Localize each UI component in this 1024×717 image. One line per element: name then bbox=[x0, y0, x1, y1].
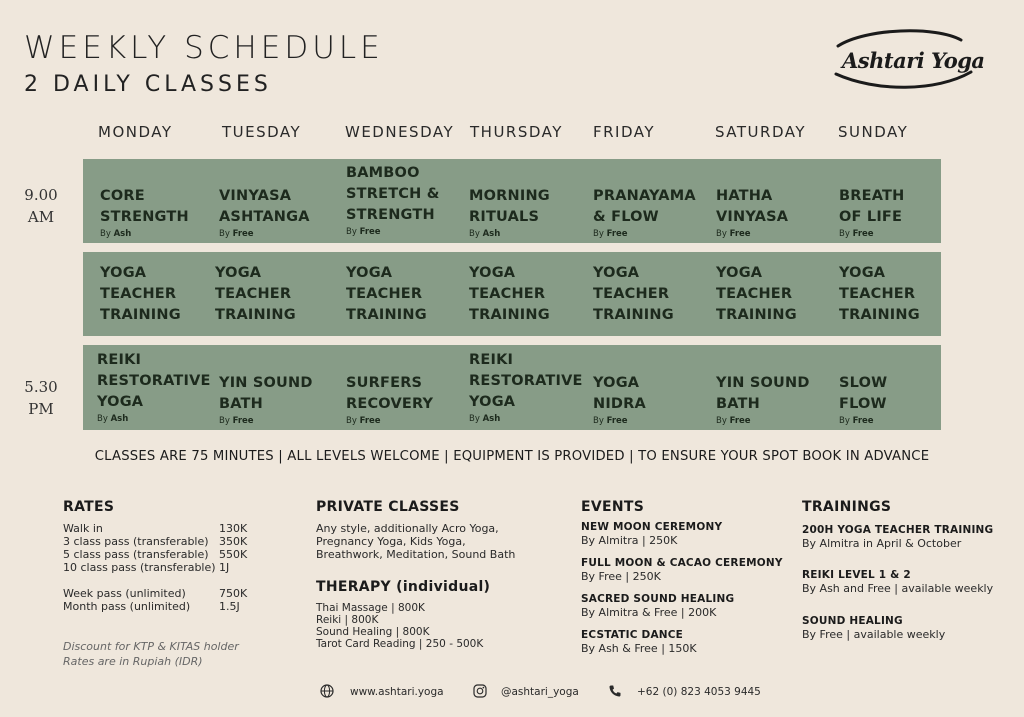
rate-label: 5 class pass (transferable) bbox=[63, 548, 209, 561]
class-name-line: YOGA bbox=[100, 264, 147, 281]
teacher-prefix: By bbox=[593, 416, 604, 426]
teacher-prefix: By bbox=[839, 229, 850, 239]
class-teacher bbox=[346, 416, 466, 426]
teacher-prefix: By bbox=[346, 416, 357, 426]
class-name-line: FLOW bbox=[839, 396, 887, 412]
rate-price: 750K bbox=[219, 587, 248, 600]
event-detail: By Ash & Free | 150K bbox=[581, 642, 697, 655]
day-friday: FRIDAY bbox=[593, 123, 656, 141]
evening-class-wednesday bbox=[346, 373, 466, 426]
teacher-name: Free bbox=[359, 416, 381, 426]
class-name-line: PRANAYAMA bbox=[593, 188, 696, 204]
teacher-name: Free bbox=[359, 227, 381, 237]
class-name-line: TRAINING bbox=[346, 306, 427, 323]
class-name-line: STRENGTH bbox=[346, 207, 435, 223]
class-name bbox=[716, 186, 836, 228]
rates-note bbox=[63, 639, 239, 669]
class-name-line: TRAINING bbox=[716, 306, 797, 323]
morning-class-monday bbox=[100, 186, 220, 239]
class-name bbox=[593, 263, 713, 326]
training-class-friday bbox=[593, 263, 713, 326]
class-teacher bbox=[469, 414, 589, 424]
evening-class-thursday bbox=[469, 350, 589, 424]
training-item bbox=[802, 524, 993, 550]
class-name bbox=[839, 373, 959, 415]
discount-note: Discount for KTP & KITAS holder bbox=[63, 640, 239, 653]
training-class-wednesday bbox=[346, 263, 466, 326]
time-morning-hour: 9.00 bbox=[24, 186, 58, 204]
event-title: FULL MOON & CACAO CEREMONY bbox=[581, 557, 783, 569]
teacher-name: Free bbox=[606, 416, 628, 426]
training-class-sunday bbox=[839, 263, 959, 326]
class-teacher bbox=[219, 229, 339, 239]
phone-number[interactable]: +62 (0) 823 4053 9445 bbox=[637, 686, 761, 698]
class-name-line: BAMBOO bbox=[346, 165, 420, 181]
therapy-item: Sound Healing | 800K bbox=[316, 626, 430, 638]
therapy-list bbox=[316, 602, 483, 650]
teacher-prefix: By bbox=[839, 416, 850, 426]
class-name-line: BREATH bbox=[839, 188, 905, 204]
morning-class-wednesday bbox=[346, 163, 466, 237]
class-name-line: TEACHER bbox=[469, 285, 546, 302]
class-name-line: STRENGTH bbox=[100, 209, 189, 225]
class-name bbox=[469, 350, 589, 413]
class-name bbox=[593, 186, 713, 228]
morning-class-tuesday bbox=[219, 186, 339, 239]
class-name bbox=[219, 186, 339, 228]
page-title: WEEKLY SCHEDULE bbox=[24, 30, 384, 66]
day-saturday: SATURDAY bbox=[715, 123, 807, 141]
class-name bbox=[839, 263, 959, 326]
day-wednesday: WEDNESDAY bbox=[345, 123, 455, 141]
teacher-name: Free bbox=[606, 229, 628, 239]
class-name-line: REIKI bbox=[97, 352, 142, 368]
class-name-line: TRAINING bbox=[100, 306, 181, 323]
class-name-line: SLOW bbox=[839, 375, 888, 391]
evening-class-tuesday bbox=[219, 373, 339, 426]
day-sunday: SUNDAY bbox=[838, 123, 909, 141]
time-evening-ampm: PM bbox=[28, 400, 54, 418]
training-title: REIKI LEVEL 1 & 2 bbox=[802, 569, 911, 581]
rate-price: 1J bbox=[219, 561, 230, 574]
rate-label: Month pass (unlimited) bbox=[63, 600, 191, 613]
private-line: Any style, additionally Acro Yoga, bbox=[316, 522, 499, 535]
teacher-name: Free bbox=[852, 416, 874, 426]
teacher-prefix: By bbox=[219, 229, 230, 239]
training-class-monday bbox=[100, 263, 220, 326]
event-title: SACRED SOUND HEALING bbox=[581, 593, 735, 605]
rate-label: Week pass (unlimited) bbox=[63, 587, 186, 600]
training-item bbox=[802, 615, 945, 641]
class-name-line: VINYASA bbox=[219, 188, 292, 204]
therapy-item: Tarot Card Reading | 250 - 500K bbox=[316, 638, 484, 650]
class-name-line: TEACHER bbox=[716, 285, 793, 302]
class-name-line: TEACHER bbox=[593, 285, 670, 302]
therapy-item: Thai Massage | 800K bbox=[316, 602, 425, 614]
teacher-name: Free bbox=[729, 229, 751, 239]
training-detail: By Free | available weekly bbox=[802, 628, 946, 641]
class-name-line: TRAINING bbox=[215, 306, 296, 323]
teacher-name: Free bbox=[729, 416, 751, 426]
class-name bbox=[346, 373, 466, 415]
teacher-prefix: By bbox=[469, 229, 480, 239]
teacher-prefix: By bbox=[100, 229, 111, 239]
private-line: Pregnancy Yoga, Kids Yoga, bbox=[316, 535, 466, 548]
notice-line: CLASSES ARE 75 MINUTES | ALL LEVELS WELCOME | EQUIPMENT IS PROVIDED | TO ENSURE YOUR SPOT BOOK IN ADVANCE bbox=[94, 449, 930, 464]
class-teacher bbox=[97, 414, 217, 424]
class-name bbox=[469, 263, 589, 326]
rate-price: 1.5J bbox=[219, 600, 240, 613]
class-teacher bbox=[716, 229, 836, 239]
teacher-prefix: By bbox=[469, 414, 480, 424]
class-name-line: YIN SOUND bbox=[219, 375, 313, 391]
evening-class-saturday bbox=[716, 373, 836, 426]
class-name-line: ASHTANGA bbox=[219, 209, 310, 225]
globe-icon bbox=[320, 684, 334, 698]
class-name-line: VINYASA bbox=[716, 209, 789, 225]
training-detail: By Almitra in April & October bbox=[802, 537, 962, 550]
class-name bbox=[219, 373, 339, 415]
time-evening-hour: 5.30 bbox=[24, 378, 58, 396]
events-heading: EVENTS bbox=[581, 499, 645, 515]
class-name-line: YOGA bbox=[469, 264, 516, 281]
class-name bbox=[100, 263, 220, 326]
class-teacher bbox=[839, 229, 959, 239]
event-item bbox=[581, 521, 722, 547]
evening-class-friday bbox=[593, 373, 713, 426]
rate-label: 3 class pass (transferable) bbox=[63, 535, 209, 548]
class-name bbox=[593, 373, 713, 415]
training-class-saturday bbox=[716, 263, 836, 326]
therapy-heading: THERAPY (individual) bbox=[316, 579, 491, 595]
class-name-line: NIDRA bbox=[593, 396, 646, 412]
teacher-prefix: By bbox=[219, 416, 230, 426]
event-detail: By Almitra & Free | 200K bbox=[581, 606, 717, 619]
class-name bbox=[716, 263, 836, 326]
event-item bbox=[581, 593, 734, 619]
day-thursday: THURSDAY bbox=[470, 123, 563, 141]
event-item bbox=[581, 557, 783, 583]
class-name-line: YOGA bbox=[346, 264, 393, 281]
class-name-line: SURFERS bbox=[346, 375, 423, 391]
class-name-line: HATHA bbox=[716, 188, 773, 204]
instagram-icon bbox=[473, 684, 487, 698]
class-teacher bbox=[100, 229, 220, 239]
event-detail: By Free | 250K bbox=[581, 570, 661, 583]
class-name-line: CORE bbox=[100, 188, 145, 204]
morning-class-sunday bbox=[839, 186, 959, 239]
rate-label: 10 class pass (transferable) bbox=[63, 561, 216, 574]
evening-class-sunday bbox=[839, 373, 959, 426]
class-name-line: YOGA bbox=[839, 264, 886, 281]
class-name-line: RITUALS bbox=[469, 209, 540, 225]
teacher-name: Free bbox=[852, 229, 874, 239]
event-detail: By Almitra | 250K bbox=[581, 534, 678, 547]
class-name bbox=[716, 373, 836, 415]
teacher-prefix: By bbox=[716, 229, 727, 239]
class-name-line: YOGA bbox=[593, 375, 640, 391]
event-item bbox=[581, 629, 697, 655]
class-teacher bbox=[716, 416, 836, 426]
teacher-name: Ash bbox=[113, 229, 132, 239]
morning-class-thursday bbox=[469, 186, 589, 239]
class-teacher bbox=[346, 227, 466, 237]
class-teacher bbox=[593, 229, 713, 239]
class-name-line: RECOVERY bbox=[346, 396, 434, 412]
training-detail: By Ash and Free | available weekly bbox=[802, 582, 994, 595]
teacher-name: Ash bbox=[482, 229, 501, 239]
phone-icon bbox=[608, 684, 622, 698]
class-name-line: TRAINING bbox=[593, 306, 674, 323]
private-heading: PRIVATE CLASSES bbox=[316, 499, 460, 515]
class-name-line: YOGA bbox=[593, 264, 640, 281]
evening-class-monday bbox=[97, 350, 217, 424]
class-name-line: BATH bbox=[219, 396, 263, 412]
teacher-name: Ash bbox=[482, 414, 501, 424]
class-name-line: TEACHER bbox=[100, 285, 177, 302]
class-name-line: TRAINING bbox=[839, 306, 920, 323]
class-name-line: YOGA bbox=[97, 394, 144, 410]
class-name-line: YOGA bbox=[716, 264, 763, 281]
class-name bbox=[215, 263, 335, 326]
rate-label: Walk in bbox=[63, 522, 103, 535]
class-teacher bbox=[219, 416, 339, 426]
training-class-tuesday bbox=[215, 263, 335, 326]
therapy-item: Reiki | 800K bbox=[316, 614, 379, 626]
class-name-line: TEACHER bbox=[839, 285, 916, 302]
morning-class-saturday bbox=[716, 186, 836, 239]
brand-logo bbox=[826, 26, 986, 96]
class-name-line: REIKI bbox=[469, 352, 514, 368]
day-tuesday: TUESDAY bbox=[222, 123, 302, 141]
class-name-line: TRAINING bbox=[469, 306, 550, 323]
class-name-line: YIN SOUND bbox=[716, 375, 810, 391]
class-name-line: RESTORATIVE bbox=[97, 373, 211, 389]
class-name bbox=[839, 186, 959, 228]
teacher-name: Free bbox=[232, 229, 254, 239]
event-title: ECSTATIC DANCE bbox=[581, 629, 684, 641]
class-name-line: TEACHER bbox=[215, 285, 292, 302]
training-item bbox=[802, 569, 993, 595]
class-teacher bbox=[839, 416, 959, 426]
website-link[interactable]: www.ashtari.yoga bbox=[350, 686, 444, 698]
teacher-prefix: By bbox=[593, 229, 604, 239]
time-morning-ampm: AM bbox=[27, 208, 55, 226]
class-name-line: OF LIFE bbox=[839, 209, 903, 225]
teacher-name: Free bbox=[232, 416, 254, 426]
class-name-line: BATH bbox=[716, 396, 760, 412]
class-name-line: MORNING bbox=[469, 188, 550, 204]
time-evening bbox=[18, 376, 64, 420]
class-name-line: RESTORATIVE bbox=[469, 373, 583, 389]
training-class-thursday bbox=[469, 263, 589, 326]
class-name-line: TEACHER bbox=[346, 285, 423, 302]
time-morning bbox=[18, 184, 64, 228]
currency-note: Rates are in Rupiah (IDR) bbox=[63, 655, 203, 668]
class-name bbox=[100, 186, 220, 228]
rate-price: 550K bbox=[219, 548, 248, 561]
morning-class-friday bbox=[593, 186, 713, 239]
training-title: SOUND HEALING bbox=[802, 615, 903, 627]
instagram-link[interactable]: @ashtari_yoga bbox=[501, 686, 579, 698]
class-name-line: & FLOW bbox=[593, 209, 659, 225]
class-name-line: YOGA bbox=[469, 394, 516, 410]
event-title: NEW MOON CEREMONY bbox=[581, 521, 723, 533]
page-subtitle: 2 DAILY CLASSES bbox=[24, 72, 272, 97]
teacher-name: Ash bbox=[110, 414, 129, 424]
teacher-prefix: By bbox=[346, 227, 357, 237]
private-line: Breathwork, Meditation, Sound Bath bbox=[316, 548, 516, 561]
logo-text: Ashtari Yoga bbox=[842, 48, 985, 73]
class-name-line: STRETCH & bbox=[346, 186, 440, 202]
trainings-heading: TRAININGS bbox=[802, 499, 892, 515]
teacher-prefix: By bbox=[716, 416, 727, 426]
rates-heading: RATES bbox=[63, 499, 115, 515]
class-teacher bbox=[593, 416, 713, 426]
class-name-line: YOGA bbox=[215, 264, 262, 281]
private-description bbox=[316, 522, 515, 561]
teacher-prefix: By bbox=[97, 414, 108, 424]
class-name bbox=[97, 350, 217, 413]
rate-price: 130K bbox=[219, 522, 248, 535]
day-monday: MONDAY bbox=[98, 123, 173, 141]
class-teacher bbox=[469, 229, 589, 239]
rate-price: 350K bbox=[219, 535, 248, 548]
class-name bbox=[346, 163, 466, 226]
class-name bbox=[469, 186, 589, 228]
training-title: 200H YOGA TEACHER TRAINING bbox=[802, 524, 994, 536]
class-name bbox=[346, 263, 466, 326]
